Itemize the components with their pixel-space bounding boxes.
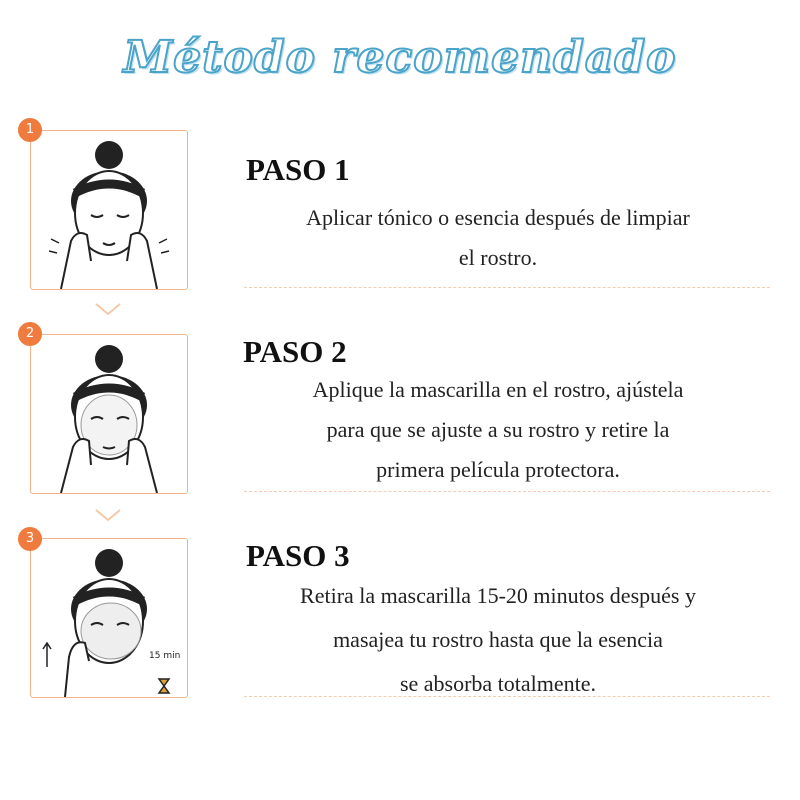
step-1-divider: [244, 287, 770, 288]
step-2-description: [218, 370, 778, 490]
page-title: Método recomendado: [123, 32, 677, 83]
step-2-illustration: [30, 334, 188, 494]
step-2-heading: PASO 2: [243, 334, 347, 369]
chevron-down-icon: [94, 302, 122, 318]
step-3-illustration: [30, 538, 188, 698]
step-1-line-2: el rostro.: [458, 245, 538, 270]
face-mask-applying-icon: [31, 335, 187, 493]
step-3-line-2: masajea tu rostro hasta que la esencia: [333, 627, 663, 652]
step-3-heading: PASO 3: [246, 538, 350, 573]
step-1-illustration: [30, 130, 188, 290]
step-3-description: [218, 574, 778, 706]
step-1-heading: PASO 1: [246, 152, 350, 187]
step-3-number-badge: 3: [18, 527, 42, 551]
chevron-down-icon: [94, 508, 122, 524]
step-1-description: [218, 198, 778, 278]
step-2-line-3: primera película protectora.: [376, 457, 620, 482]
step-2-line-1: Aplique la mascarilla en el rostro, ajústela: [312, 377, 684, 402]
step-1-line-1: Aplicar tónico o esencia después de limpiar: [306, 205, 690, 230]
step-2-number-badge: 2: [18, 322, 42, 346]
step-2-line-2: para que se ajuste a su rostro y retire la: [326, 417, 670, 442]
step-3-line-1: Retira la mascarilla 15-20 minutos después y: [300, 583, 696, 608]
step-1-number-badge: 1: [18, 118, 42, 142]
face-mask-removing-icon: [31, 539, 187, 697]
step-3-divider: [244, 696, 770, 697]
step-3-line-3: se absorba totalmente.: [399, 671, 597, 696]
face-patting-icon: [31, 131, 187, 289]
timer-label: 15 min: [149, 651, 181, 661]
step-2-divider: [244, 491, 770, 492]
